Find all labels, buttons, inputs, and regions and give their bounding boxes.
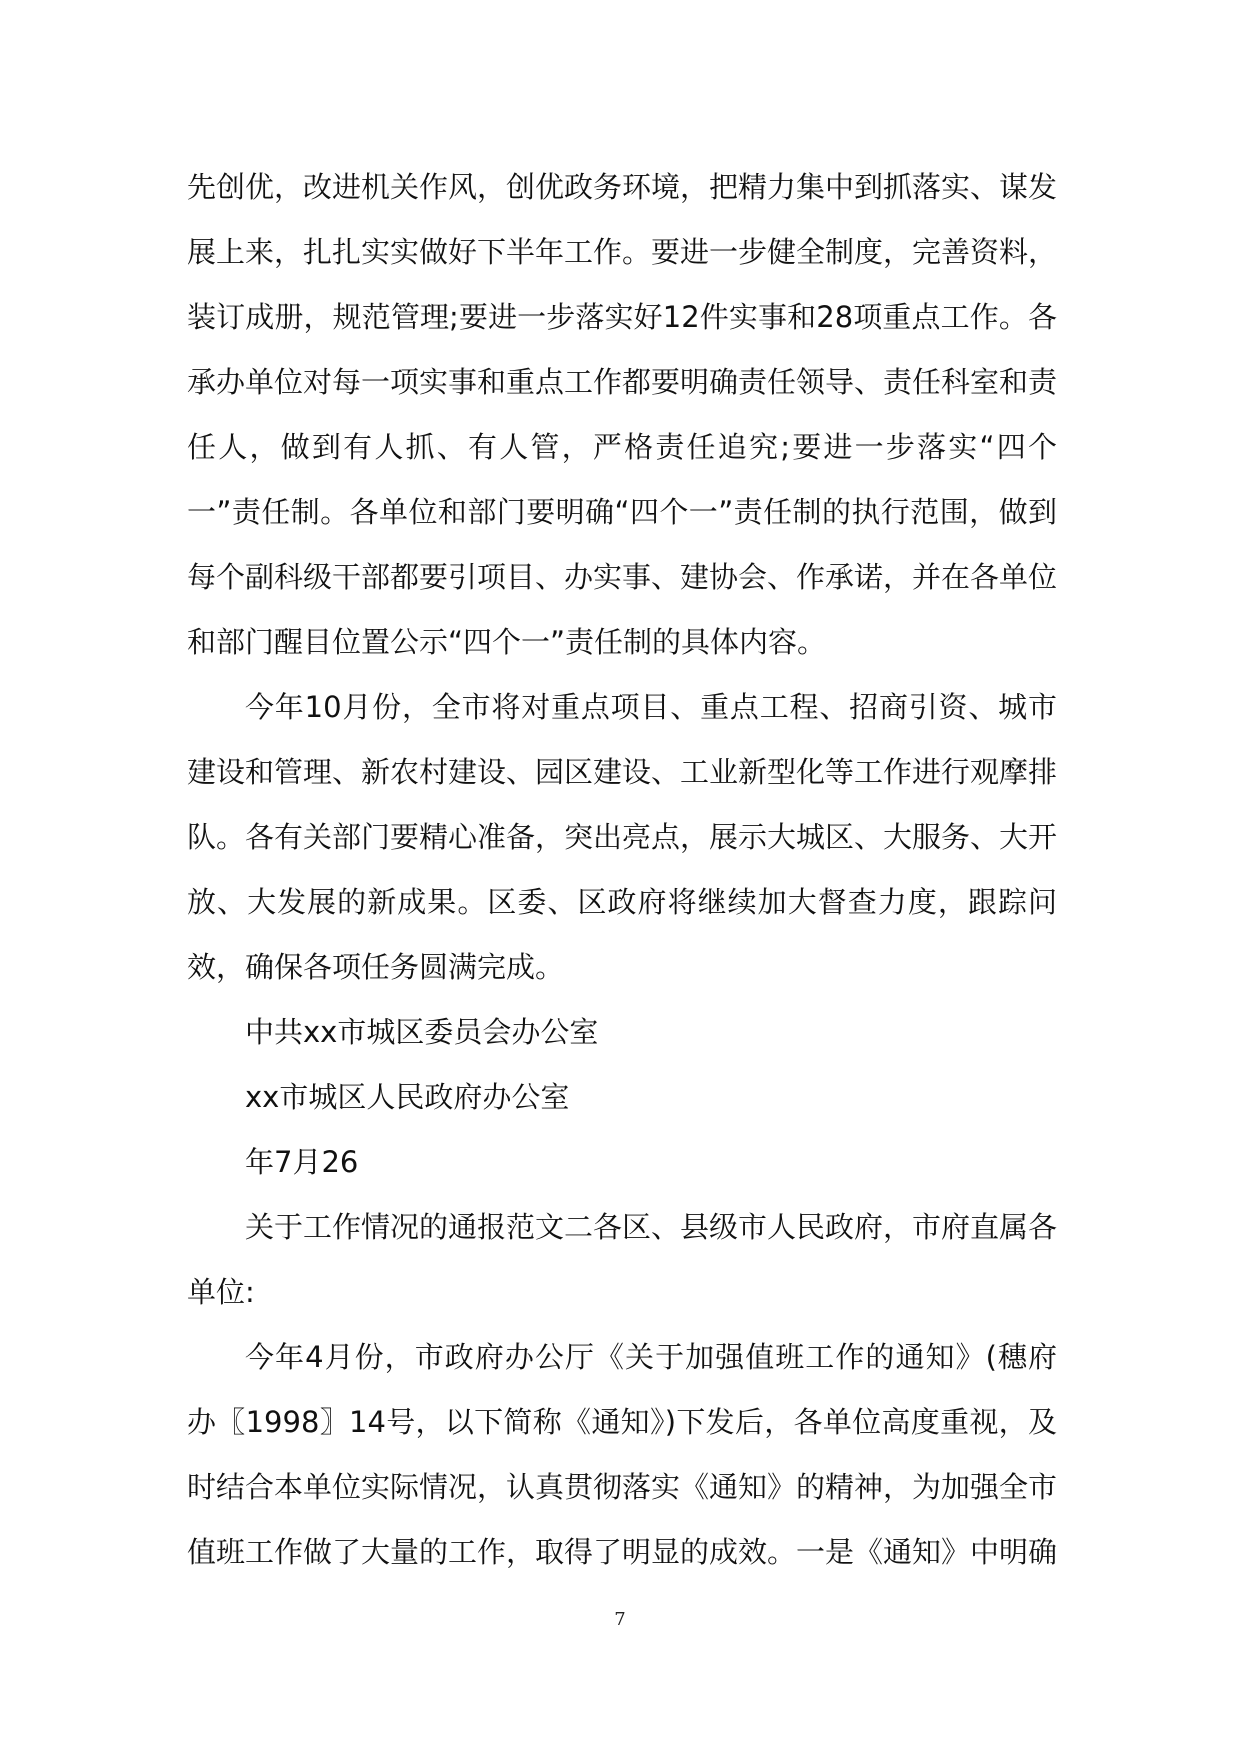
signature-government-office: xx市城区人民政府办公室: [245, 1080, 570, 1114]
paragraph-duty-notice: 今年4月份，市政府办公厅《关于加强值班工作的通知》(穗府办〖1998〗14号，以下简称《通知》)下发后，各单位高度重视，及时结合本单位实际情况，认真贯彻落实《通知》的精神，为加强全市值班工作做了大量的工作，取得了明显的成效。一是《通知》中明确: [187, 1340, 1058, 1569]
signature-party-office: 中共xx市城区委员会办公室: [245, 1015, 599, 1049]
signature-date: 年7月26: [245, 1145, 359, 1179]
paragraph-continuation: 先创优，改进机关作风，创优政务环境，把精力集中到抓落实、谋发展上来，扎扎实实做好下半年工作。要进一步健全制度，完善资料，装订成册，规范管理;要进一步落实好12件实事和28项重点工作。各承办单位对每一项实事和重点工作都要明确责任领导、责任科室和责任人，做到有人抓、有人管，严格责任追究;要进一步落实“四个一”责任制。各单位和部门要明确“四个一”责任制的执行范围，做到每个副科级干部都要引项目、办实事、建协会、作承诺，并在各单位和部门醒目位置公示“四个一”责任制的具体内容。: [187, 170, 1058, 659]
paragraph-october-review: 今年10月份，全市将对重点项目、重点工程、招商引资、城市建设和管理、新农村建设、园区建设、工业新型化等工作进行观摩排队。各有关部门要精心准备，突出亮点，展示大城区、大服务、大开放、大发展的新成果。区委、区政府将继续加大督查力度，跟踪问效，确保各项任务圆满完成。: [187, 690, 1058, 984]
paragraph-sample-two-heading: 关于工作情况的通报范文二各区、县级市人民政府，市府直属各单位:: [187, 1210, 1058, 1309]
document-body: [187, 155, 1057, 1585]
page-number: 7: [614, 1609, 626, 1630]
